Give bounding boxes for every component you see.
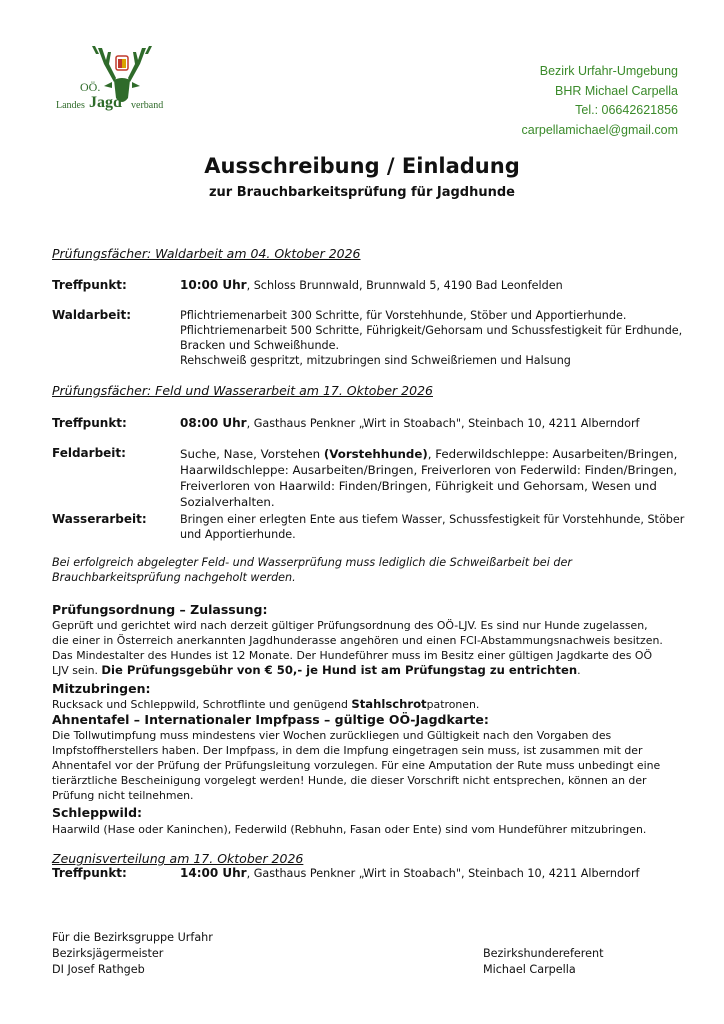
text-line: Brauchbarkeitsprüfung nachgeholt werden. xyxy=(52,571,296,584)
section2-field-text xyxy=(180,446,700,510)
contact-phone: Tel.: 06642621856 xyxy=(575,103,678,117)
text-segment: LJV sein. xyxy=(52,664,102,677)
text-bold: Stahlschrot xyxy=(351,697,427,711)
logo-left: Landes xyxy=(56,100,85,111)
section2-field-label: Feldarbeit: xyxy=(52,446,126,460)
text-segment: patronen. xyxy=(426,698,480,711)
text-line xyxy=(52,663,702,678)
text-line: Das Mindestalter des Hundes ist 12 Monate. Der Hundeführer muss im Besitz einer gültigen Jagdkarte des OÖ xyxy=(52,649,653,662)
section2-water-text xyxy=(180,512,700,542)
text-line: Geprüft und gerichtet wird nach derzeit gültiger Prüfungsordnung des OÖ-LJV. Es sind nur Hunde zugelassen, xyxy=(52,619,648,632)
logo xyxy=(52,42,182,122)
text-line: Bracken und Schweißhunde. xyxy=(180,339,340,352)
text-line: tierärztliche Bescheinigung vorgelegt werden! Hunde, die dieser Vorschrift nicht entsprechen, können an der xyxy=(52,774,647,787)
section1-heading: Prüfungsfächer: Waldarbeit am 04. Oktober 2026 xyxy=(52,246,361,261)
text-line: Pflichtriemenarbeit 500 Schritte, Führigkeit/Gehorsam und Schussfestigkeit für Erdhunde, xyxy=(180,324,683,337)
page-subtitle: zur Brauchbarkeitsprüfung für Jagdhunde xyxy=(208,185,515,200)
text-line: Prüfung nicht teilnehmen. xyxy=(52,789,194,802)
logo-right: verband xyxy=(131,100,164,111)
logo-middle: Jagd xyxy=(89,94,122,111)
signature-left xyxy=(52,930,213,978)
text-bold: Die Prüfungsgebühr von € 50,- je Hund ist am Prüfungstag zu entrichten xyxy=(101,663,578,677)
section1-meeting-time: 10:00 Uhr xyxy=(180,278,247,292)
section1-meeting-label: Treffpunkt: xyxy=(52,278,127,292)
text-line: Rehschweiß gespritzt, mitzubringen sind Schweißriemen und Halsung xyxy=(180,354,571,367)
text-line: Haarwildschleppe: Ausarbeiten/Bringen, Freiverloren von Federwild: Finden/Bringen, xyxy=(180,463,678,477)
text-line: Bringen einer erlegten Ente aus tiefem Wasser, Schussfestigkeit für Vorstehhunde, Stöber xyxy=(180,513,685,526)
text-line: Sozialverhalten. xyxy=(180,495,275,509)
text-line: Freiverloren von Haarwild: Finden/Bringen, Führigkeit und Gehorsam, Wesen und xyxy=(180,479,657,493)
section1-meeting-place: , Schloss Brunnwald, Brunnwald 5, 4190 Bad Leonfelden xyxy=(246,279,563,292)
text-line: Bei erfolgreich abgelegter Feld- und Wasserprüfung muss lediglich die Schweißarbeit bei der xyxy=(52,556,572,569)
contact-block xyxy=(522,62,679,140)
text-line: Für die Bezirksgruppe Urfahr xyxy=(52,931,213,944)
certificate-heading: Zeugnisverteilung am 17. Oktober 2026 xyxy=(52,851,304,866)
section2-meeting-label: Treffpunkt: xyxy=(52,416,127,430)
text-line: DI Josef Rathgeb xyxy=(52,963,145,976)
page-title: Ausschreibung / Einladung xyxy=(204,154,520,178)
text-line: und Apportierhunde. xyxy=(180,528,296,541)
text-line: Ahnentafel vor der Prüfung der Prüfungsleitung vorzulegen. Für eine Amputation der Rute muss unbedingt eine xyxy=(52,759,661,772)
logo-line1: OÖ. xyxy=(80,80,101,94)
text-line: Die Tollwutimpfung muss mindestens vier Wochen zurückliegen und Gültigkeit nach den Vorgaben des xyxy=(52,729,612,742)
certificate-meeting-time: 14:00 Uhr xyxy=(180,866,247,880)
certificate-meeting-label: Treffpunkt: xyxy=(52,866,127,880)
certificate-meeting xyxy=(180,866,640,881)
section2-note xyxy=(52,555,572,585)
contact-person: BHR Michael Carpella xyxy=(555,83,678,98)
section2-heading: Prüfungsfächer: Feld und Wasserarbeit am 17. Oktober 2026 xyxy=(52,383,433,398)
signature-right xyxy=(483,946,603,978)
text-segment: Rucksack und Schleppwild, Schrotflinte und genügend xyxy=(52,698,352,711)
bring-text xyxy=(52,697,479,712)
contact-email: carpellamichael@gmail.com xyxy=(521,122,678,137)
section2-water-label: Wasserarbeit: xyxy=(52,512,147,526)
text-segment: Suche, Nase, Vorstehen xyxy=(180,447,324,461)
section1-meeting xyxy=(180,278,700,293)
pedigree-heading: Ahnentafel – Internationaler Impfpass – gültige OÖ-Jagdkarte: xyxy=(52,712,489,727)
certificate-meeting-place: , Gasthaus Penkner „Wirt in Stoabach", Steinbach 10, 4211 Alberndorf xyxy=(246,867,640,880)
rules-text xyxy=(52,618,702,678)
text-line: Michael Carpella xyxy=(483,963,576,976)
section2-meeting-time: 08:00 Uhr xyxy=(180,416,247,430)
section1-work-text xyxy=(180,308,700,368)
text-line: Bezirkshundereferent xyxy=(483,947,604,960)
text-segment: . xyxy=(577,664,581,677)
section2-meeting-place: , Gasthaus Penkner „Wirt in Stoabach", Steinbach 10, 4211 Alberndorf xyxy=(246,417,640,430)
drag-heading: Schleppwild: xyxy=(52,805,143,820)
bring-heading: Mitzubringen: xyxy=(52,681,151,696)
text-bold: (Vorstehhunde) xyxy=(323,447,428,461)
drag-text: Haarwild (Hase oder Kaninchen), Federwild (Rebhuhn, Fasan oder Ente) sind vom Hundeführer mitzubringen. xyxy=(52,823,647,836)
text-segment: , Federwildschleppe: Ausarbeiten/Bringen, xyxy=(427,447,678,461)
text-line: die einer in Österreich anerkannten Jagdhunderasse angehören und einen FCI-Abstammungsnachweis besitzen. xyxy=(52,634,663,647)
rules-heading: Prüfungsordnung – Zulassung: xyxy=(52,602,268,617)
text-line xyxy=(180,446,700,462)
contact-district: Bezirk Urfahr-Umgebung xyxy=(539,64,678,78)
pedigree-text xyxy=(52,728,702,803)
text-line: Pflichtriemenarbeit 300 Schritte, für Vorstehhunde, Stöber und Apportierhunde. xyxy=(180,309,627,322)
section1-work-label: Waldarbeit: xyxy=(52,308,132,322)
text-line: Bezirksjägermeister xyxy=(52,947,164,960)
section2-meeting xyxy=(180,416,700,431)
text-line: Impfstoffherstellers haben. Der Impfpass, in dem die Impfung eingetragen sein muss, ist zusammen mit der xyxy=(52,744,643,757)
